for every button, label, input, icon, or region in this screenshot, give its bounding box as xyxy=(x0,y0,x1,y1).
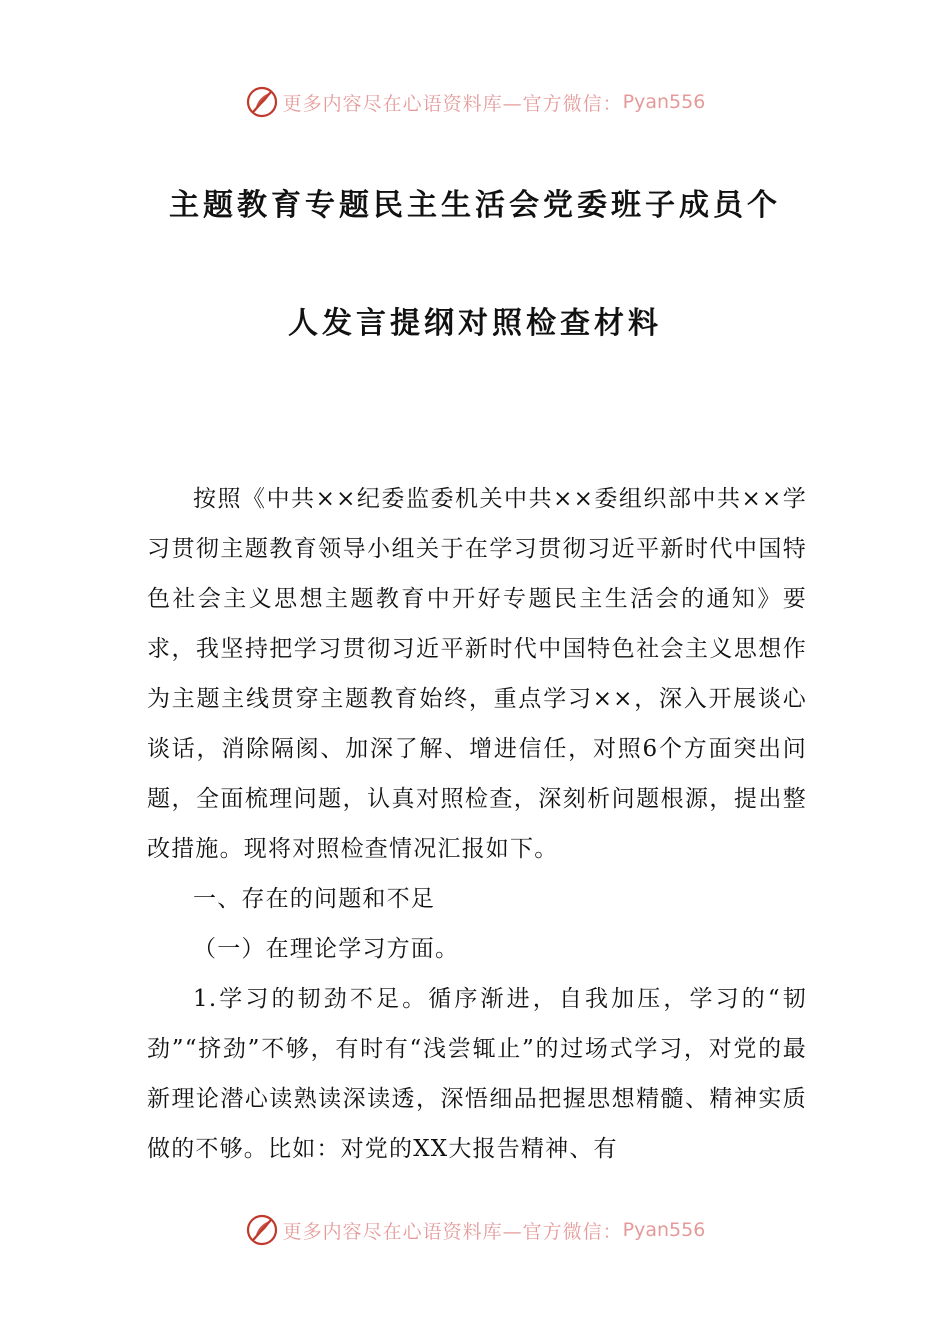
subsection-heading: （一）在理论学习方面。 xyxy=(193,936,460,962)
document-title-line-1: 主题教育专题民主生活会党委班子成员个 xyxy=(169,188,781,223)
section-heading: 一、存在的问题和不足 xyxy=(193,886,435,912)
watermark-wechat-id: Pyan556 xyxy=(622,91,706,113)
quill-pen-logo-icon xyxy=(245,1213,279,1247)
watermark-text: 更多内容尽在心语资料库—官方微信： xyxy=(282,92,623,115)
document-title-line-2: 人发言提纲对照检查材料 xyxy=(288,306,662,341)
watermark-footer xyxy=(0,1210,950,1250)
intro-paragraph: 按照《中共××纪委监委机关中共××委组织部中共××学习贯彻主题教育领导小组关于在学习贯彻习近平新时代中国特色社会主义思想主题教育中开好专题民主生活会的通知》要求，我坚持把学习贯彻习近平新时代中国特色社会主义思想作为主题主线贯穿主题教育始终，重点学习××，深入开展谈心谈话，消除隔阂、加深了解、增进信任，对照6个方面突出问题，全面梳理问题，认真对照检查，深刻析问题根源，提出整改措施。现将对照检查情况汇报如下。 xyxy=(147,486,807,862)
watermark-text: 更多内容尽在心语资料库—官方微信： xyxy=(282,1220,623,1243)
document-body xyxy=(147,474,807,1174)
watermark-wechat-id: Pyan556 xyxy=(622,1219,706,1241)
quill-pen-logo-icon xyxy=(245,85,279,119)
item-paragraph: 1.学习的韧劲不足。循序渐进，自我加压，学习的“韧劲”“挤劲”不够，有时有“浅尝辄止”的过场式学习，对党的最新理论潜心读熟读深读透，深悟细品把握思想精髓、精神实质做的不够。比如：对党的XX大报告精神、有 xyxy=(147,986,807,1162)
watermark-header xyxy=(0,82,950,122)
